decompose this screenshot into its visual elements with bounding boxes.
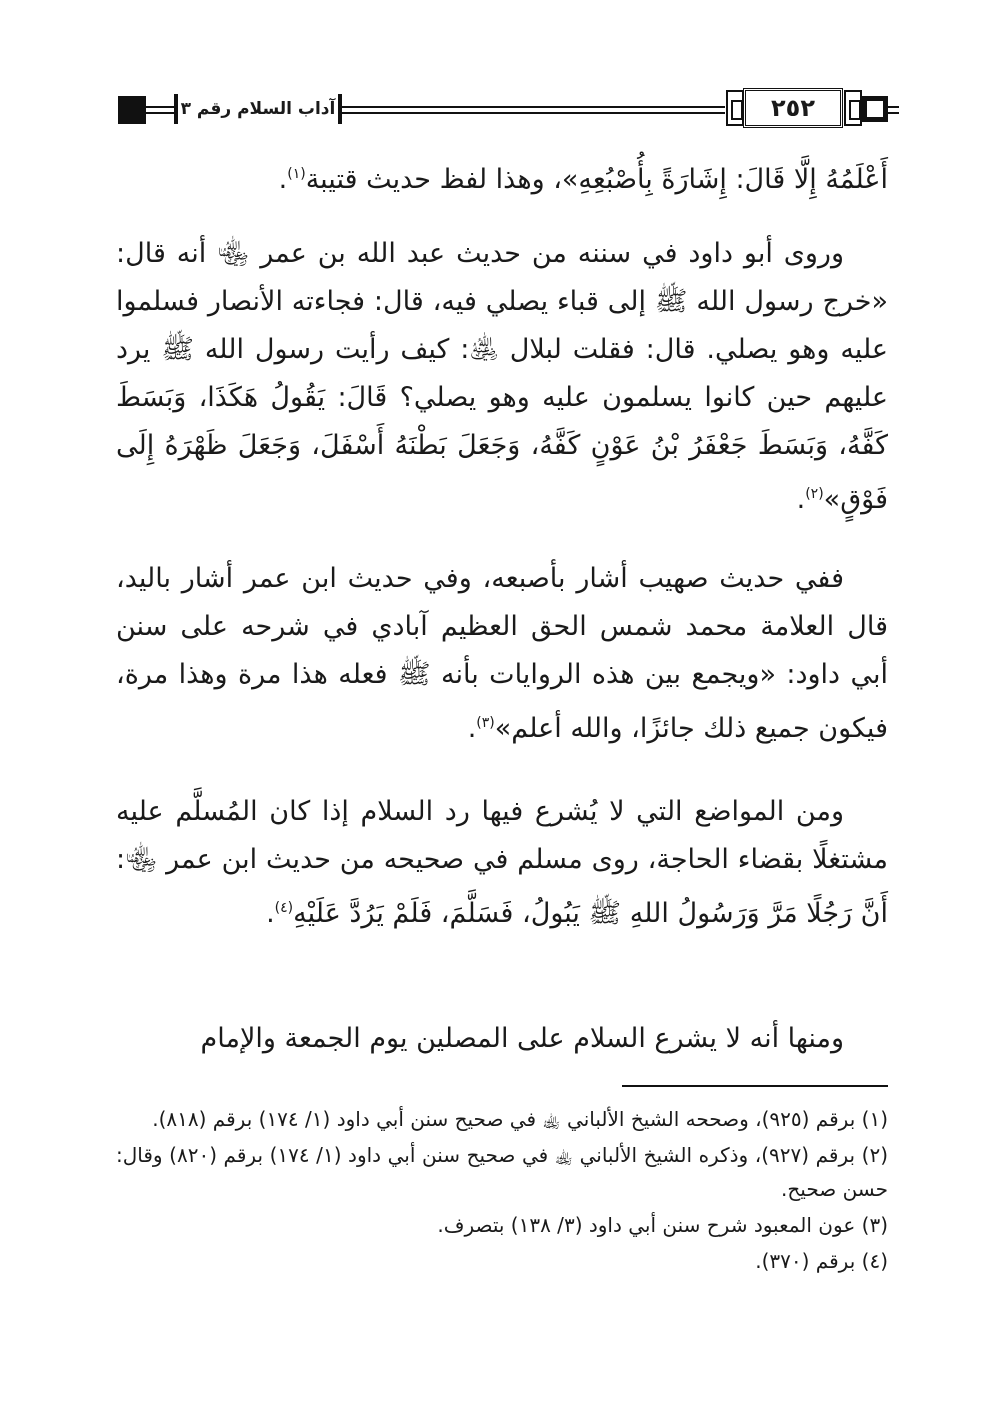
footnote-ref: (٣) xyxy=(476,715,495,731)
paragraph-end: . xyxy=(796,484,806,515)
page-number-frame-ornament xyxy=(726,90,744,126)
page-header xyxy=(118,88,888,134)
body-paragraph xyxy=(116,555,888,753)
body-paragraph xyxy=(116,1015,888,1063)
header-rule-middle xyxy=(340,106,725,114)
paragraph-end: . xyxy=(266,898,275,929)
footnote: (٣) عون المعبود شرح سنن أبي داود (٣/ ١٣٨) بتصرف. xyxy=(437,1213,888,1237)
footnote-separator xyxy=(622,1085,888,1087)
paragraph-end: . xyxy=(278,164,288,195)
body-paragraph xyxy=(116,230,888,524)
footnote: (٢) برقم (٩٢٧)، وذكره الشيخ الألباني ﵀ في صحيح سنن أبي داود (١/ ١٧٤) برقم (٨٢٠) وقال: حسن صحيح. xyxy=(116,1143,888,1201)
page-number-frame-ornament xyxy=(844,90,862,126)
paragraph-end: . xyxy=(467,713,477,744)
paragraph-text: ومن المواضع التي لا يُشرع فيها رد السلام إذا كان المُسلَّم عليه مشتغلًا بقضاء الحاجة، روى مسلم في صحيحه من حديث ابن عمر ﵄: أَنَّ رَجُلًا مَرَّ وَرَسُولُ اللهِ ﷺ يَبُولُ، فَسَلَّمَ، فَلَمْ يَرُدَّ عَلَيْهِ xyxy=(116,796,888,929)
paragraph-text: أَعْلَمُهُ إِلَّا قَالَ: إِشَارَةً بِأُصْبُعِهِ»، وهذا لفظ حديث قتيبة xyxy=(305,164,888,195)
body-paragraph xyxy=(116,788,888,938)
header-rule-left xyxy=(146,106,176,114)
footnote-ref: (٤) xyxy=(274,900,294,916)
footnote-ref: (٢) xyxy=(805,486,824,502)
header-left-square-ornament xyxy=(118,96,146,124)
footnote: (٤) برقم (٣٧٠). xyxy=(755,1249,888,1273)
footnote-ref: (١) xyxy=(287,166,306,182)
page-number: ٢٥٢ xyxy=(743,88,843,128)
body-paragraph xyxy=(116,150,888,204)
footnotes xyxy=(116,1102,888,1280)
paragraph-text: ومنها أنه لا يشرع السلام على المصلين يوم الجمعة والإمام xyxy=(200,1023,844,1054)
running-title: آداب السلام رقم ٣ xyxy=(180,99,336,119)
paragraph-text: ففي حديث صهيب أشار بأصبعه، وفي حديث ابن عمر أشار باليد، قال العلامة محمد شمس الحق العظيم آبادي في شرحه على سنن أبي داود: «ويجمع بين هذه الروايات بأنه ﷺ فعله هذا مرة وهذا مرة، فيكون جميع ذلك جائزًا، والله أعلم» xyxy=(116,563,888,744)
header-right-square-ornament xyxy=(862,96,888,122)
footnote: (١) برقم (٩٢٥)، وصححه الشيخ الألباني ﵀ في صحيح سنن أبي داود (١/ ١٧٤) برقم (٨١٨). xyxy=(152,1107,888,1131)
paragraph-text: وروى أبو داود في سننه من حديث عبد الله بن عمر ﵄ أنه قال: «خرج رسول الله ﷺ إلى قباء يصلي فيه، قال: فجاءته الأنصار فسلموا عليه وهو يصلي. قال: فقلت لبلال ﵁: كيف رأيت رسول الله ﷺ يرد عليهم حين كانوا يسلمون عليه وهو يصلي؟ قَالَ: يَقُولُ هَكَذَا، وَبَسَطَ كَفَّهُ، وَبَسَطَ جَعْفَرُ بْنُ عَوْنٍ كَفَّهُ، وَجَعَلَ بَطْنَهُ أَسْفَلَ، وَجَعَلَ ظَهْرَهُ إِلَى فَوْقٍ» xyxy=(116,238,888,515)
